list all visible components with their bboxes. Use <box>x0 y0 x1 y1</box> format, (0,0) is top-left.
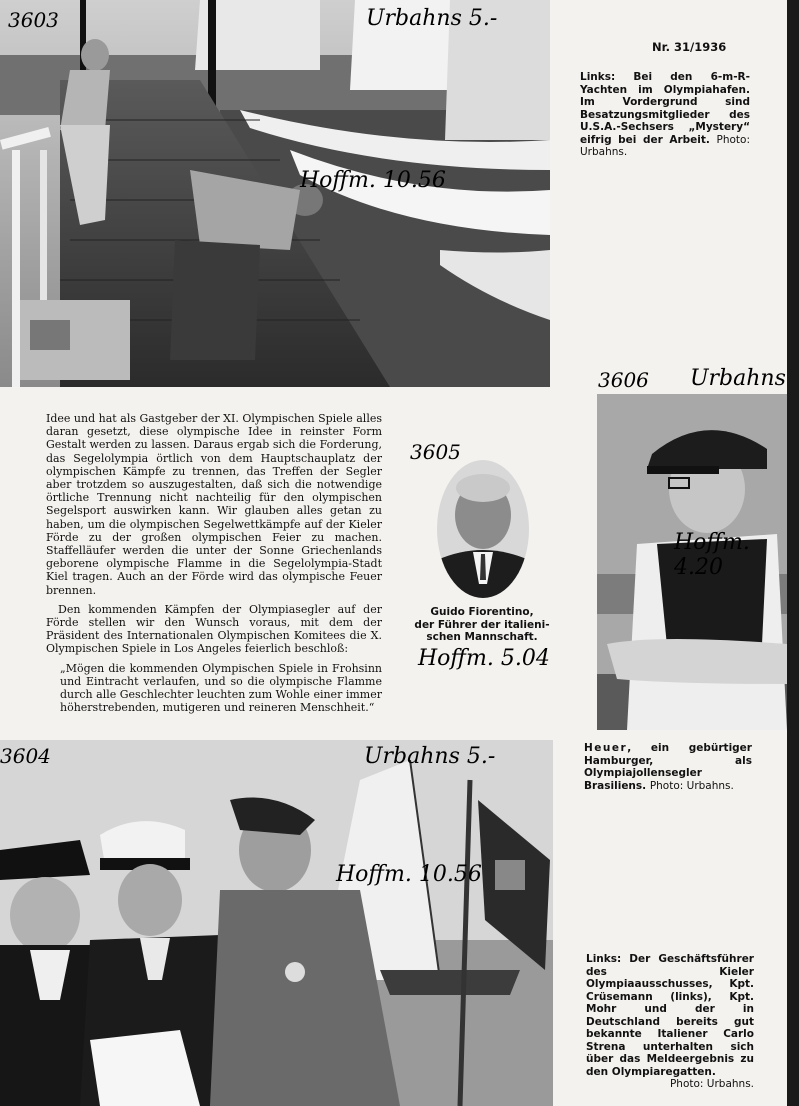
photo1-credit: Photo: Urbahns. <box>580 133 750 158</box>
photo4-caption <box>586 953 754 1091</box>
article-paragraph-2: Den kommenden Kämpfen der Olympiasegler auf der Förde stellen wir den Wunsch voraus, mit dem der Präsident des Internationalen Olympischen Komitees die X. Olympischen Spiele in Los Angeles feierlich beschloß: <box>46 602 382 656</box>
photo3-archive-number: 3606 <box>598 368 649 392</box>
photo2-caption <box>412 606 552 644</box>
photo1-caption <box>580 71 750 159</box>
photo2-caption-line3: schen Mannschaft. <box>426 631 538 643</box>
photo4-archive-number: 3604 <box>0 744 51 768</box>
photo1-price-note: Urbahns 5.- <box>366 6 498 31</box>
photo2-caption-line2: der Führer der italieni- <box>414 618 550 631</box>
photo3-credit: Photo: Urbahns. <box>649 779 734 792</box>
photo3-hoffmann-note: Hoffm. 4.20 <box>674 530 750 580</box>
photo2-caption-line1: Guido Fiorentino, <box>430 606 534 618</box>
photo3-caption-text: , ein gebürtiger Hamburger, als Olympiajollensegler Brasiliens. <box>584 742 752 792</box>
photo2-archive-number: 3605 <box>410 440 461 464</box>
photo1-archive-number: 3603 <box>8 8 59 32</box>
article-body <box>46 412 382 720</box>
photo-officers <box>0 740 553 1106</box>
photo3-caption <box>584 742 752 792</box>
photo1-hoffmann-note: Hoffm. 10.56 <box>300 168 446 193</box>
photo-portrait-fiorentino-image <box>437 460 529 598</box>
page-number: Nr. 31/1936 <box>652 40 727 54</box>
photo-yacht-harbor <box>0 0 550 387</box>
photo2-hoffmann-note: Hoffm. 5.04 <box>418 646 550 671</box>
photo4-caption-text: Links: Der Geschäftsführer des Kieler Olympiaausschusses, Kpt. Crüsemann (links), Kpt. Mohr und der in Deutschland bereits gut bekannte Italiener Carlo Strena unterhalten sich über das Meldeergebnis zu den Olympiaregatten. <box>586 953 754 1078</box>
photo-officers-image <box>0 740 553 1106</box>
photo4-credit: Photo: Urbahns. <box>669 1078 754 1090</box>
photo4-hoffmann-note: Hoffm. 10.56 <box>336 862 482 887</box>
photo3-price-note: Urbahns <box>690 366 786 391</box>
photo3-caption-name: Heuer <box>584 742 628 754</box>
article-paragraph-1: Idee und hat als Gastgeber der XI. Olympischen Spiele alles daran gesetzt, diese olympische Idee in reinster Form Gestalt werden zu lassen. Daraus ergab sich die Forderung, das Segelolympia örtlich von dem Hauptschauplatz der olympischen Kämpfe zu trennen, das Treffen der Segler aber trotzdem so auszugestalten, daß sich die notwendige örtliche Trennung nicht nachteilig für den olympischen Segelsport auswirken kann. Wir glauben alles getan zu haben, um die olympischen Segelwettkämpfe auf der Kieler Förde zu der großen olympischen Feier zu machen. Staffelläufer werden die unter der Sonne Griechenlands geborene olympische Flamme in die Segelolympia-Stadt Kiel tragen. Auch an der Förde wird das olympische Feuer brennen. <box>46 412 382 597</box>
photo1-caption-text: Links: Bei den 6-m-R-Yachten im Olympiahafen. Im Vordergrund sind Besatzungsmitglieder des U.S.A.-Sechsers „Mystery“ eifrig bei der Arbeit. <box>580 71 750 146</box>
photo-portrait-fiorentino <box>437 460 529 598</box>
photo4-price-note: Urbahns 5.- <box>364 744 496 769</box>
photo-yacht-harbor-image <box>0 0 550 387</box>
article-quote: „Mögen die kommenden Olympischen Spiele in Frohsinn und Eintracht verlaufen, und so die olympische Flamme durch alle Geschlechter leuchten zum Wohle einer immer höherstrebenden, mutigeren und reineren Menschheit.“ <box>60 661 382 715</box>
